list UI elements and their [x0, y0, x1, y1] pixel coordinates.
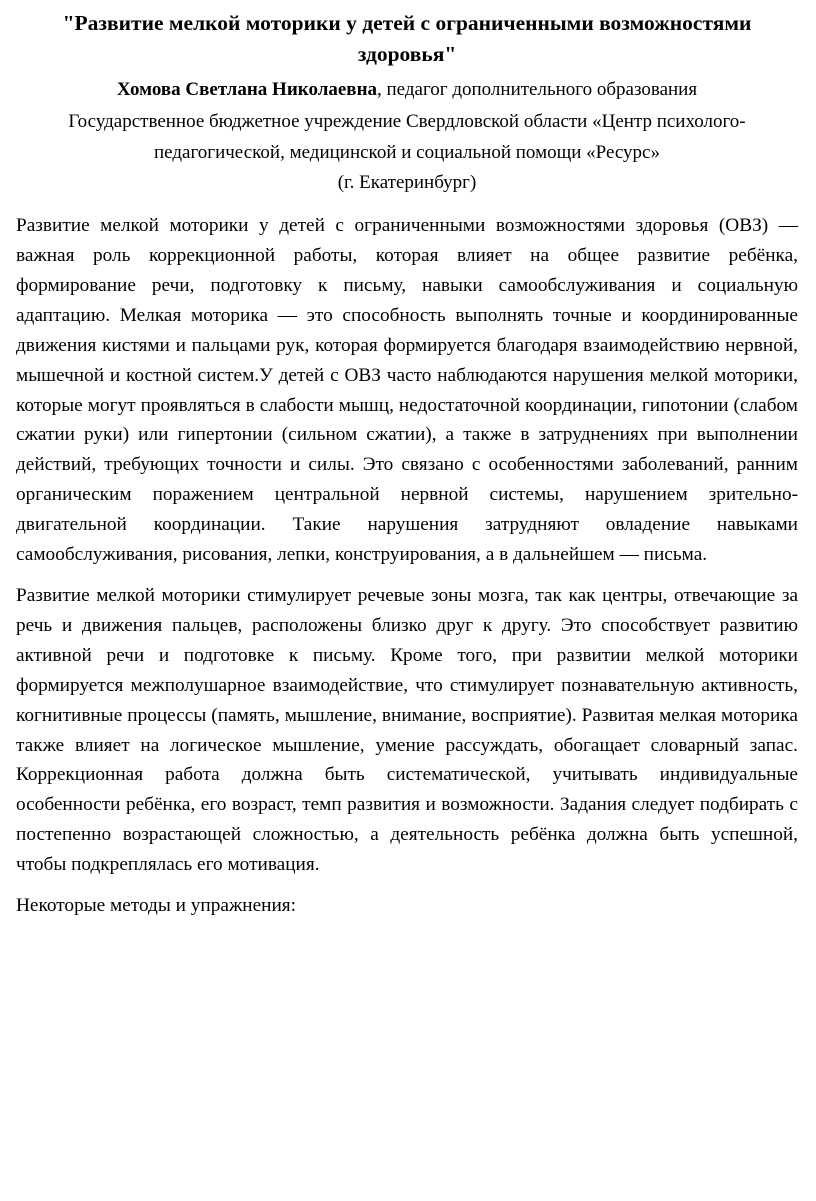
organization-line: Государственное бюджетное учреждение Свердловской области «Центр психолого-педагогической, медицинской и социальной помощи «Ресурс» — [68, 110, 746, 163]
author-name: Хомова Светлана Николаевна — [116, 79, 378, 101]
document-title: "Развитие мелкой моторики у детей с ограниченными возможностями здоровья" — [62, 11, 752, 67]
paragraph-1: Развитие мелкой моторики у детей с ограниченными возможностями здоровья (ОВЗ) — важная роль коррекционной работы, которая влияет на общее развитие ребёнка, формирование речи, подготовку к письму, навыки самообслуживания и социальную адаптацию. Мелкая моторика — это способность выполнять точные и координированные движения кистями и пальцами рук, которая формируется благодаря взаимодействию нервной, мышечной и костной систем.У детей с ОВЗ часто наблюдаются нарушения мелкой моторики, которые могут проявляться в слабости мышц, недостаточной координации, гипотонии (слабом сжатии руки) или гипертонии (сильном сжатии), а также в затруднениях при выполнении действий, требующих точности и силы. Это связано с особенностями заболеваний, ранним органическим поражением центральной нервной системы, нарушением зрительно-двигательной координации. Такие нарушения затрудняют овладение навыками самообслуживания, рисования, лепки, конструирования, а в дальнейшем — письма. — [16, 215, 798, 566]
author-role: , педагог дополнительного образования — [377, 79, 698, 101]
author-line — [22, 76, 792, 105]
city-line: (г. Екатеринбург) — [337, 172, 477, 194]
paragraph-3: Некоторые методы и упражнения: — [16, 895, 297, 917]
paragraph-2: Развитие мелкой моторики стимулирует речевые зоны мозга, так как центры, отвечающие за речь и движения пальцев, расположены близко друг к другу. Это способствует развитию активной речи и подготовке к письму. Кроме того, при развитии мелкой моторики формируется межполушарное взаимодействие, что стимулирует познавательную активность, когнитивные процессы (память, мышление, внимание, восприятие). Развитая мелкая моторика также влияет на логическое мышление, умение рассуждать, обогащает словарный запас. Коррекционная работа должна быть систематической, учитывать индивидуальные особенности ребёнка, его возраст, темп развития и возможности. Задания следует подбирать с постепенно возрастающей сложностью, а деятельность ребёнка должна быть успешной, чтобы подкреплялась его мотивация. — [16, 585, 798, 876]
